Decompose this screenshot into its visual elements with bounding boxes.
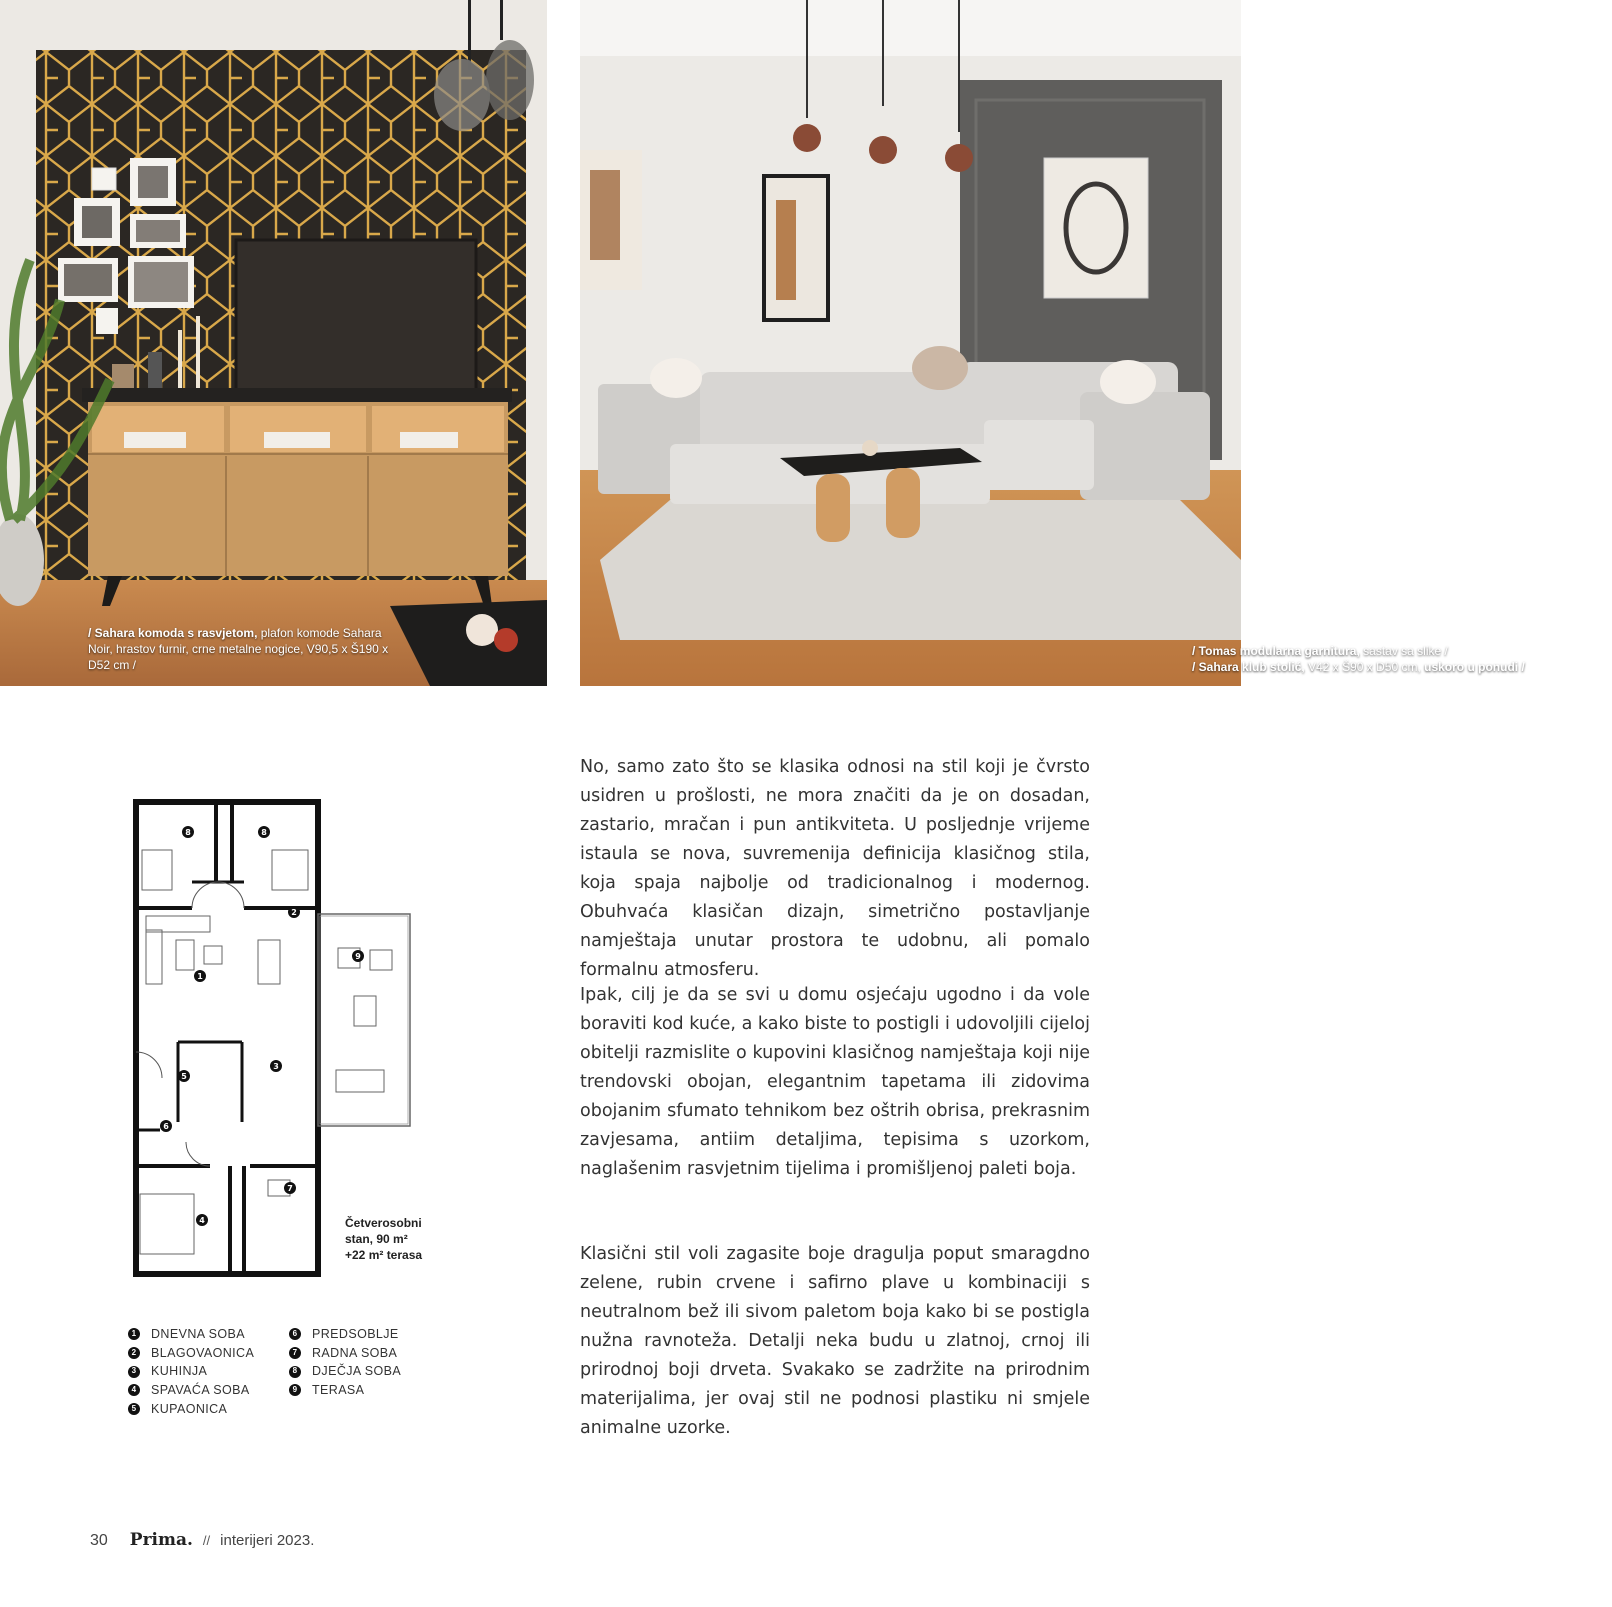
room-marker-8b: 8 [261, 828, 267, 837]
caption-sofa-line1 [1192, 643, 1612, 659]
page-number: 30 [90, 1532, 108, 1549]
legend-item [289, 1362, 401, 1381]
caption-sofa [1192, 643, 1612, 675]
legend-item [289, 1381, 401, 1400]
legend-item [128, 1381, 254, 1400]
legend-item [128, 1400, 254, 1419]
legend-item [128, 1325, 254, 1344]
floor-plan-legend-right [289, 1325, 401, 1400]
room-marker-5: 5 [181, 1072, 187, 1081]
legend-label: DJEČJA SOBA [312, 1364, 402, 1379]
legend-item [128, 1362, 254, 1381]
caption-table-availability: uskoro u ponudi / [1424, 660, 1525, 674]
page-footer [90, 1530, 314, 1550]
floor-plan-title [345, 1215, 465, 1263]
legend-item [289, 1344, 401, 1363]
caption-sideboard-name: / Sahara komoda s rasvjetom, [88, 626, 258, 640]
legend-label: RADNA SOBA [312, 1345, 398, 1360]
room-marker-7: 7 [287, 1184, 293, 1193]
legend-label: KUHINJA [151, 1364, 208, 1379]
photo-tomas-sofa [580, 0, 1525, 686]
legend-item [128, 1344, 254, 1363]
floor-plan-title-line1: Četverosobni [345, 1216, 422, 1230]
issue-name: interijeri 2023. [220, 1532, 315, 1549]
body-paragraph-1: No, samo zato što se klasika odnosi na stil koji je čvrsto usidren u prošlosti, ne mora značiti da je on dosadan, zastario, mračan i pun antikviteta. U posljednje vrijeme istaula se nova, suvremenija definicija klasičnog stila, koja spaja najbolje od tradicionalnog i modernog. Obuhvaća klasičan dizajn, simetrično postavljanje namještaja unutar prostora te udobnu, ali pomalo formalnu atmosferu. [580, 757, 1090, 980]
legend-label: BLAGOVAONICA [151, 1345, 255, 1360]
room-marker-4: 4 [199, 1216, 205, 1225]
room-marker-3: 3 [273, 1062, 279, 1071]
body-paragraph-2: Ipak, cilj je da se svi u domu osjećaju ugodno i da vole boraviti kod kuće, a kako biste to postigli i udovoljili cijeloj obitelji razmislite o kupovini klasičnog namještaja koji nije trendovski obojan, elegantnim tapetama ili zidovima obojanim sfumato tehnikom bez oštrih obrisa, prekrasnim zavjesama, antiim detaljima, tepisima s uzorkom, naglašenim rasvjetnim tijelima i promišljenoj paleti boja. [580, 985, 1090, 1179]
legend-number: 2 [128, 1347, 140, 1359]
room-marker-8a: 8 [185, 828, 191, 837]
footer-separator: // [202, 1533, 211, 1548]
caption-table-name: / Sahara klub stolić, [1192, 660, 1305, 674]
legend-number: 8 [289, 1366, 301, 1378]
legend-number: 5 [128, 1403, 140, 1415]
legend-number: 1 [128, 1328, 140, 1340]
legend-number: 6 [289, 1328, 301, 1340]
legend-label: KUPAONICA [151, 1401, 228, 1416]
floor-plan-title-line2: stan, 90 m² [345, 1232, 408, 1246]
magazine-brand: Prima. [129, 1530, 193, 1550]
caption-table-details: V42 x Š90 x D50 cm, [1308, 660, 1421, 674]
caption-sideboard-details: plafon komode Sahara Noir, hrastov furnir, crne metalne nogice, V90,5 x Š190 x D52 cm / [88, 626, 389, 672]
legend-label: SPAVAĆA SOBA [151, 1383, 250, 1398]
legend-item [289, 1325, 401, 1344]
photo-sahara-sideboard [0, 0, 547, 686]
room-marker-2: 2 [291, 908, 297, 917]
caption-sideboard [88, 625, 408, 673]
caption-sofa-name: / Tomas modularna garnitura, [1192, 644, 1360, 658]
caption-table-line2 [1192, 659, 1612, 675]
legend-number: 3 [128, 1366, 140, 1378]
floor-plan-title-line3: +22 m² terasa [345, 1248, 423, 1262]
legend-label: PREDSOBLJE [312, 1327, 399, 1341]
room-marker-1: 1 [197, 972, 203, 981]
legend-label: DNEVNA SOBA [151, 1327, 246, 1341]
legend-number: 7 [289, 1347, 301, 1359]
legend-number: 9 [289, 1384, 301, 1396]
legend-label: TERASA [312, 1383, 365, 1398]
sideboard-illustration [0, 0, 547, 686]
room-marker-9: 9 [355, 952, 361, 961]
room-marker-6: 6 [163, 1122, 169, 1131]
floor-plan-legend-left [128, 1325, 254, 1418]
caption-sofa-details: sastav sa slike / [1363, 644, 1448, 658]
living-room-illustration [580, 0, 1241, 686]
legend-number: 4 [128, 1384, 140, 1396]
body-paragraph-3: Klasični stil voli zagasite boje dragulja poput smaragdno zelene, rubin crvene i safirno plave u kombinaciji s neutralnom bež ili sivom paletom boja kako bi se postigla nužna ravnoteža. Detalji neka budu u zlatnoj, crnoj ili prirodnoj boji drveta. Svakako se zadržite na prirodnim materijalima, jer ovaj stil ne podnosi plastiku ni smjele animalne uzorke. [580, 1244, 1090, 1438]
